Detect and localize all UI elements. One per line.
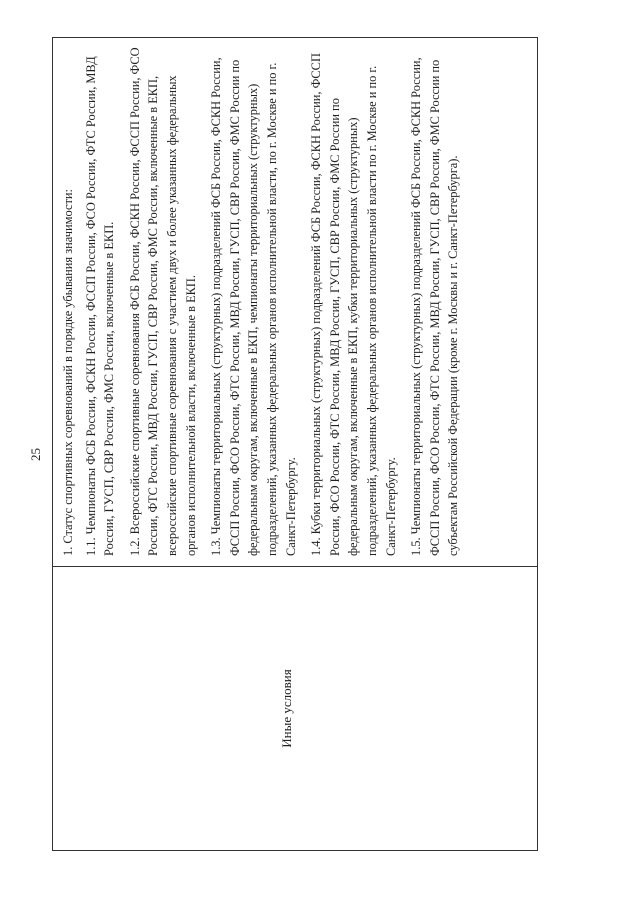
status-heading: 1. Статус спортивных соревнований в порядке убывания значимости: (61, 189, 75, 556)
paragraph-1-1: 1.1. Чемпионаты ФСБ России, ФСКН России, ФССП России, ФСО России, ФТС России, МВД России, ГУСП, СВР России, ФМС России, включенные в ЕКП. (83, 56, 117, 556)
conditions-table (52, 37, 538, 851)
paragraph-1-5: 1.5. Чемпионаты территориальных (структурных) подразделений ФСБ России, ФСКН России, ФССП России, ФСО России, ФТС России, МВД России, ГУСП, СВР России, ФМС России по субъектам Российской Федерации (кроме г. Москвы и г. Санкт-Петербурга). (409, 57, 461, 556)
paragraph-1-2: 1.2. Всероссийские спортивные соревнования ФСБ России, ФСКН России, ФССП России, ФСО России, ФТС России, МВД России, ГУСП, СВР России, ФМС России, включенные в ЕКП, всероссийские спортивные соревнования с участием двух и более указанных федеральных органов исполнительной власти, включенные в ЕКП. (127, 47, 198, 556)
paragraph-1-4: 1.4. Кубки территориальных (структурных) подразделений ФСБ России, ФСКН России, ФССП России, ФСО России, ФТС России, МВД России, ГУСП, СВР России, ФМС России по федеральным округам, включенные в ЕКП, кубки территориальных (структурных) подразделений, указанных федеральных органов исполнительной власти по г. Москве и по г. Санкт-Петербургу. (309, 53, 398, 556)
label-cell (53, 566, 537, 850)
row-label: Иные условия (279, 669, 294, 748)
content-cell (53, 36, 537, 566)
page-number: 25 (28, 448, 43, 461)
paragraph-1-3: 1.3. Чемпионаты территориальных (структурных) подразделений ФСБ России, ФСКН России, ФССП России, ФСО России, ФТС России, МВД России, ГУСП, СВР России, ФМС России по федеральным округам, включенные в ЕКП, чемпионаты территориальных (структурных) подразделений, указанных федеральных органов исполнительной власти, по г. Москве и по г. Санкт-Петербургу. (209, 57, 298, 556)
